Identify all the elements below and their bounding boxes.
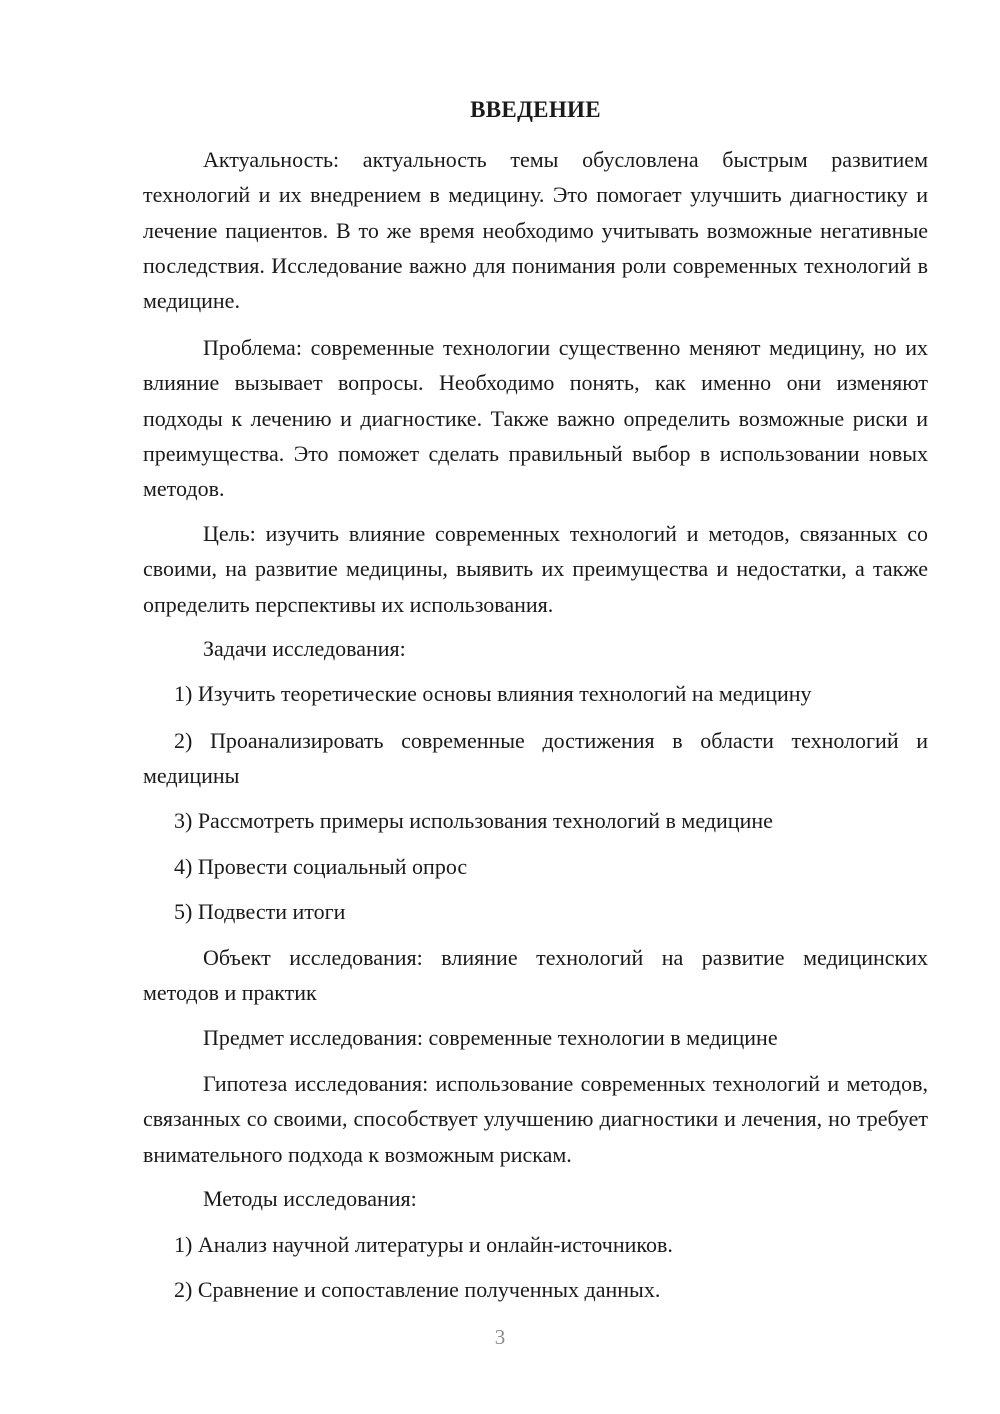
page-title: ВВЕДЕНИЕ xyxy=(470,97,601,122)
paragraph-subject: Предмет исследования: современные технологии в медицине xyxy=(203,1025,778,1050)
paragraph-goal: Цель: изучить влияние современных технологий и методов, связанных со своими, на развитие медицины, выявить их преимущества и недостатки, а также определить перспективы их использования. xyxy=(143,521,928,617)
task-item: 5) Подвести итоги xyxy=(174,899,346,924)
paragraph-object: Объект исследования: влияние технологий на развитие медицинских методов и практик xyxy=(143,945,928,1006)
method-item: 2) Сравнение и сопоставление полученных данных. xyxy=(174,1277,661,1302)
task-item: 3) Рассмотреть примеры использования технологий в медицине xyxy=(174,808,773,833)
paragraph-problem: Проблема: современные технологии существенно меняют медицину, но их влияние вызывает вопросы. Необходимо понять, как именно они изменяют подходы к лечению и диагностике. Также важно определить возможные риски и преимущества. Это поможет сделать правильный выбор в использовании новых методов. xyxy=(143,335,928,502)
paragraph-relevance: Актуальность: актуальность темы обусловлена быстрым развитием технологий и их внедрением в медицину. Это помогает улучшить диагностику и лечение пациентов. В то же время необходимо учитывать возможные негативные последствия. Исследование важно для понимания роли современных технологий в медицине. xyxy=(143,147,928,314)
task-item: 2) Проанализировать современные достижения в области технологий и медицины xyxy=(143,728,928,789)
page-number: 3 xyxy=(494,1325,506,1349)
tasks-heading: Задачи исследования: xyxy=(203,636,406,661)
method-item: 1) Анализ научной литературы и онлайн-источников. xyxy=(174,1232,673,1257)
task-item: 1) Изучить теоретические основы влияния технологий на медицину xyxy=(174,681,812,706)
paragraph-hypothesis: Гипотеза исследования: использование современных технологий и методов, связанных со своими, способствует улучшению диагностики и лечения, но требует внимательного подхода к возможным рискам. xyxy=(143,1071,928,1167)
methods-heading: Методы исследования: xyxy=(203,1186,417,1211)
task-item: 4) Провести социальный опрос xyxy=(174,854,468,879)
